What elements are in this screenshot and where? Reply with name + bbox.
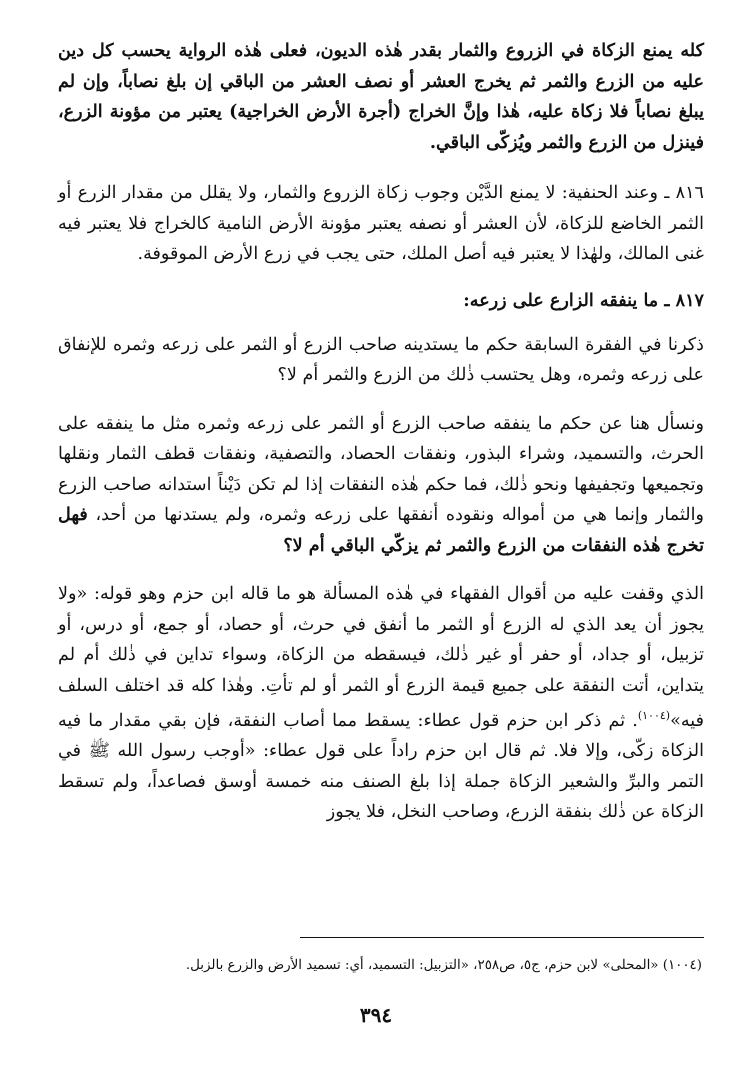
paragraph-5-part1: الذي وقفت عليه من أقوال الفقهاء في هٰذه المسألة هو ما قاله ابن حزم وهو قوله: «ولا يجوز أن يعد الذي له الزرع أو الثمر ما أنفق في حرث، أو حصاد، أو جمع، أو درس، أو تزبيل، أو جداد، أو حفر أو غير ذٰلك، فيسقطه من الزكاة، وسواء تداين في ذٰلك أم لم يتداين، أتت النفقة على جميع قيمة الزرع أو الثمر أو لم تأتِ. وهٰذا كله قد اختلف السلف فيه»: [58, 584, 704, 731]
paragraph-5-part2: . ثم ذكر ابن حزم قول عطاء: يسقط مما أصاب النفقة، فإن بقي مقدار ما فيه الزكاة زكّى، وإلا فلا. ثم قال ابن حزم راداً على قول عطاء: «أوجب رسول الله ﷺ في التمر والبرِّ والشعير الزكاة جملة إذا بلغ الصنف منه خمسة أوسق فصاعداً، ولم تسقط الزكاة عن ذٰلك بنفقة الزرع، وصاحب النخل، فلا يجوز: [58, 710, 704, 823]
footnote-divider: [300, 937, 704, 938]
page-number: ٣٩٤: [359, 1003, 393, 1027]
footnote-reference[interactable]: (١٠٠٤): [637, 709, 671, 722]
section-heading-817: ٨١٧ ـ ما ينفقه الزارع على زرعه:: [463, 289, 704, 311]
paragraph-816: ٨١٦ ـ وعند الحنفية: لا يمنع الدَّيْن وجوب زكاة الزروع والثمار، ولا يقلل من مقدار الزرع أو الثمر الخاضع للزكاة، لأن العشر أو نصفه يعتبر مؤونة الأرض النامية كالخراج فلا يعتبر فيه غنى المالك، ولهٰذا لا يعتبر فيه أصل الملك، حتى يجب في زرع الأرض الموقوفة.: [58, 183, 704, 264]
paragraph-4-question: فهل تخرج هٰذه النفقات من الزرع والثمر ثم يزكّي الباقي أم لا؟: [58, 504, 704, 556]
paragraph-5: [58, 579, 704, 828]
paragraph-4-main: ونسأل هنا عن حكم ما ينفقه صاحب الزرع أو الثمر على زرعه وثمره مثل ما ينفقه على الحرث، والتسميد، وشراء البذور، ونفقات الحصاد، والتصفية، ونفقات قطف الثمار ونقلها وتجميعها وتجفيفها ونحو ذٰلك، فما حكم هٰذه النفقات إذا لم تكن دَيْناً استدانه صاحب الزرع والثمار وإنما هي من أمواله ونقوده أنفقها على زرعه وثمره، ولم يستدنها من أحد،: [58, 413, 704, 525]
footnote-1004: (١٠٠٤) «المحلى» لابن حزم، ج٥، ص٢٥٨، «التزبيل: التسميد، أي: تسميد الأرض والزرع بالزبل.: [185, 958, 702, 973]
paragraph-1: كله يمنع الزكاة في الزروع والثمار بقدر هٰذه الديون، فعلى هٰذه الرواية يحسب كل دين عليه من الزرع والثمر ثم يخرج العشر أو نصف العشر من الباقي إن بلغ نصاباً، وإن لم يبلغ نصاباً فلا زكاة عليه، هٰذا وإنَّ الخراج (أجرة الأرض الخراجية) يعتبر من مؤونة الزرع، فينزل من الزرع والثمر ويُزكّى الباقي.: [58, 40, 704, 153]
paragraph-3: ذكرنا في الفقرة السابقة حكم ما يستدينه صاحب الزرع أو الثمر على زرعه وثمره للإنفاق على زرعه وثمره، وهل يحتسب ذٰلك من الزرع والثمر أم لا؟: [58, 334, 704, 385]
paragraph-4: [58, 409, 704, 562]
